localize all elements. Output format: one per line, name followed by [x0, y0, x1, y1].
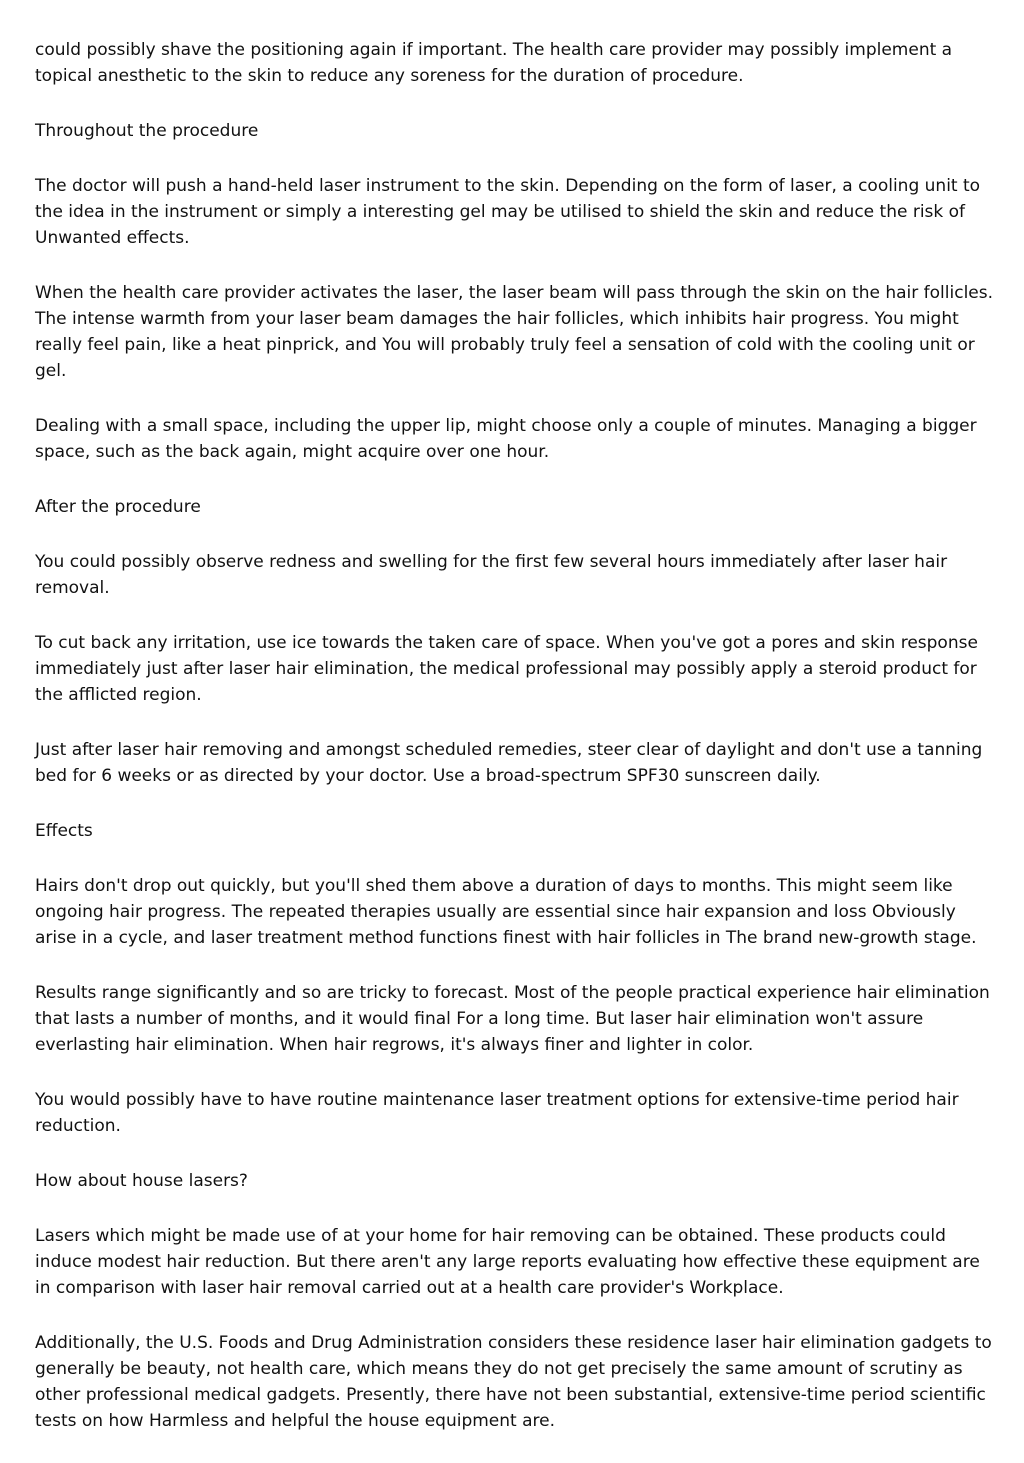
paragraph-irritation-care: To cut back any irritation, use ice towards the taken care of space. When you've got a pores and skin response immediately just after laser hair elimination, the medical professional may possibly apply a steroid product for the afflicted region.	[35, 633, 978, 705]
paragraph-redness-swelling: You could possibly observe redness and swelling for the first few several hours immediately after laser hair removal.	[35, 552, 948, 598]
paragraph-laser-instrument: The doctor will push a hand-held laser instrument to the skin. Depending on the form of laser, a cooling unit to the idea in the instrument or simply a interesting gel may be utilised to shield the skin and reduce the risk of Unwanted effects.	[35, 176, 981, 248]
paragraph-hair-shedding: Hairs don't drop out quickly, but you'll shed them above a duration of days to months. This might seem like ongoing hair progress. The repeated therapies usually are essential since hair expansion and loss Obviously arise in a cycle, and laser treatment method functions finest with hair follicles in The brand new-growth stage.	[35, 876, 977, 948]
section-heading-during-procedure: Throughout the procedure	[35, 121, 259, 141]
section-heading-effects: Effects	[35, 821, 93, 841]
paragraph-laser-activation: When the health care provider activates the laser, the laser beam will pass through the skin on the hair follicles. The intense warmth from your laser beam damages the hair follicles, which inhibits hair progress. You might really feel pain, like a heat pinprick, and You will probably truly feel a sensation of cold with the cooling unit or gel.	[35, 283, 994, 381]
paragraph-continuation: could possibly shave the positioning again if important. The health care provider may possibly implement a topical anesthetic to the skin to reduce any soreness for the duration of procedure.	[35, 40, 953, 86]
document-body	[35, 37, 995, 1463]
paragraph-treatment-duration: Dealing with a small space, including the upper lip, might choose only a couple of minutes. Managing a bigger space, such as the back again, might acquire over one hour.	[35, 416, 977, 462]
section-heading-after-procedure: After the procedure	[35, 497, 201, 517]
paragraph-maintenance: You would possibly have to have routine maintenance laser treatment options for extensive-time period hair reduction.	[35, 1090, 959, 1136]
paragraph-sun-avoidance: Just after laser hair removing and amongst scheduled remedies, steer clear of daylight and don't use a tanning bed for 6 weeks or as directed by your doctor. Use a broad-spectrum SPF30 sunscreen daily.	[35, 740, 983, 786]
section-heading-home-lasers: How about house lasers?	[35, 1171, 248, 1191]
paragraph-fda-classification: Additionally, the U.S. Foods and Drug Administration considers these residence laser hair elimination gadgets to generally be beauty, not health care, which means they do not get precisely the same amount of scrutiny as other professional medical gadgets. Presently, there have not been substantial, extensive-time period scientific tests on how Harmless and helpful the house equipment are.	[35, 1333, 992, 1431]
paragraph-results-vary: Results range significantly and so are tricky to forecast. Most of the people practical experience hair elimination that lasts a number of months, and it would final For a long time. But laser hair elimination won't assure everlasting hair elimination. When hair regrows, it's always finer and lighter in color.	[35, 983, 990, 1055]
paragraph-home-lasers: Lasers which might be made use of at your home for hair removing can be obtained. These products could induce modest hair reduction. But there aren't any large reports evaluating how effective these equipment are in comparison with laser hair removal carried out at a health care provider's Workplace.	[35, 1226, 980, 1298]
